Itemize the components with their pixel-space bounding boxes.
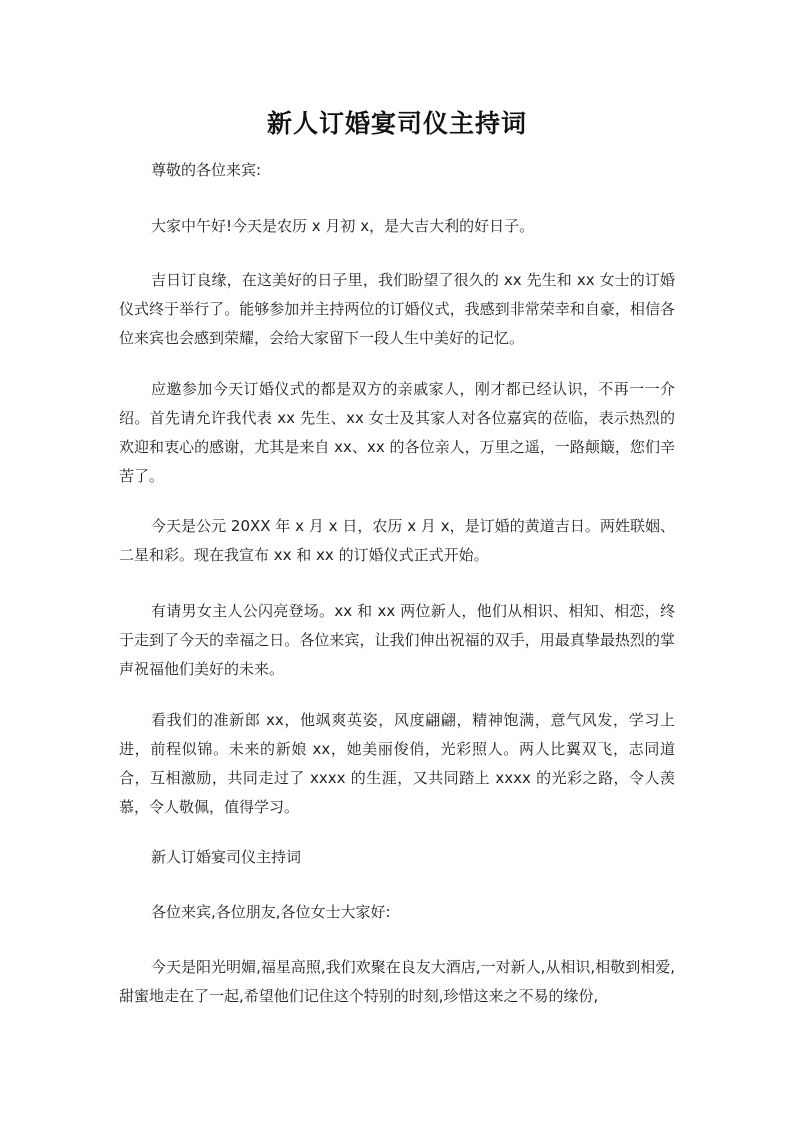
paragraph-couple-praise: 看我们的准新郎 xx，他飒爽英姿，风度翩翩，精神饱满，意气风发，学习上进，前程似锦。未来的新娘 xx，她美丽俊俏，光彩照人。两人比翼双飞，志同道合，互相激励，共同走过了 xxxx 的生涯，又共同踏上 xxxx 的光彩之路，令人羡慕，令人敬佩，值得学习。 (119, 711, 675, 816)
paragraph-ceremony-start: 今天是公元 20XX 年 x 月 x 日，农历 x 月 x，是订婚的黄道吉日。两姓联姻、二星和彩。现在我宣布 xx 和 xx 的订婚仪式正式开始。 (119, 517, 675, 564)
paragraph-second-opening: 今天是阳光明媚,福星高照,我们欢聚在良友大酒店,一对新人,从相识,相敬到相爱,甜蜜地走在了一起,希望他们记住这个特别的时刻,珍惜这来之不易的缘份, (119, 958, 675, 1005)
paragraph-greeting: 尊敬的各位来宾: (151, 161, 262, 179)
paragraph-second-title: 新人订婚宴司仪主持词 (151, 848, 302, 866)
paragraph-couple-entrance: 有请男女主人公闪亮登场。xx 和 xx 两位新人，他们从相识、相知、相恋，终于走到了今天的幸福之日。各位来宾，让我们伸出祝福的双手，用最真挚最热烈的掌声祝福他们美好的未来。 (119, 602, 675, 678)
document-title: 新人订婚宴司仪主持词 (266, 109, 527, 138)
paragraph-opening: 大家中午好!今天是农历 x 月初 x，是大吉大利的好日子。 (151, 217, 535, 235)
paragraph-auspicious-day: 吉日订良缘，在这美好的日子里，我们盼望了很久的 xx 先生和 xx 女士的订婚仪式终于举行了。能够参加并主持两位的订婚仪式，我感到非常荣幸和自豪，相信各位来宾也会感到荣耀，会给大家留下一段人生中美好的记忆。 (119, 271, 675, 347)
paragraph-second-greeting: 各位来宾,各位朋友,各位女士大家好: (151, 903, 391, 921)
paragraph-welcome-guests: 应邀参加今天订婚仪式的都是双方的亲戚家人，刚才都已经认识，不再一一介绍。首先请允许我代表 xx 先生、xx 女士及其家人对各位嘉宾的莅临，表示热烈的欢迎和衷心的感谢，尤其是来自 xx、xx 的各位亲人，万里之遥，一路颠簸，您们辛苦了。 (119, 380, 675, 485)
